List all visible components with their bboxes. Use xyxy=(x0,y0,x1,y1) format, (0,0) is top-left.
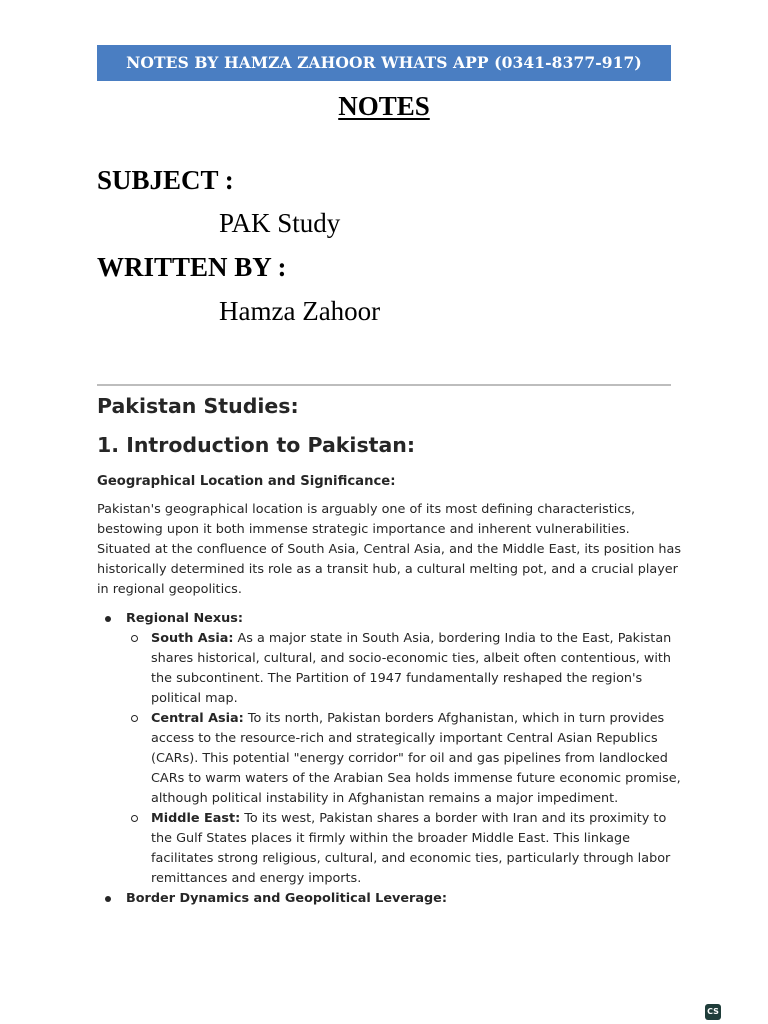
bullet-list xyxy=(97,609,687,909)
list-item xyxy=(97,709,687,809)
bullet-label: Border Dynamics and Geopolitical Leverage: xyxy=(126,891,447,906)
item-term: Middle East: xyxy=(151,811,241,826)
circle-bullet-icon xyxy=(131,635,138,642)
item-text: To its north, Pakistan borders Afghanistan, which in turn provides access to the resource-rich and strategically important Central Asian Republics (CARs). This potential "energy corridor" for oil and gas pipelines from landlocked CARs to warm waters of the Arabian Sea holds immense future economic promise, although political instability in Afghanistan remains a major impediment. xyxy=(151,711,681,806)
item-text: To its west, Pakistan shares a border with Iran and its proximity to the Gulf States places it firmly within the broader Middle East. This linkage facilitates strong religious, cultural, and economic ties, particularly through labor remittances and energy imports. xyxy=(151,811,671,886)
bullet-icon xyxy=(105,616,111,622)
heading-geographical-location: Geographical Location and Significance: xyxy=(97,474,396,489)
bullet-label: Regional Nexus: xyxy=(126,611,243,626)
list-item xyxy=(97,609,687,629)
heading-pakistan-studies: Pakistan Studies: xyxy=(97,394,299,418)
bullet-icon xyxy=(105,896,111,902)
page-title: NOTES xyxy=(338,91,430,121)
header-banner: NOTES BY HAMZA ZAHOOR WHATS APP (0341-8377-917) xyxy=(97,45,671,81)
item-term: South Asia: xyxy=(151,631,234,646)
heading-introduction: 1. Introduction to Pakistan: xyxy=(97,433,416,457)
intro-paragraph: Pakistan's geographical location is arguably one of its most defining characteristics, bestowing upon it both immense strategic importance and inherent vulnerabilities. Situated at the confluence of South Asia, Central Asia, and the Middle East, its position has historically determined its role as a transit hub, a cultural melting pot, and a crucial player in regional geopolitics. xyxy=(97,502,682,597)
subject-label: SUBJECT : xyxy=(97,165,234,195)
item-text: As a major state in South Asia, bordering India to the East, Pakistan shares historical, cultural, and socio-economic ties, albeit often contentious, with the subcontinent. The Partition of 1947 fundamentally reshaped the region's political map. xyxy=(151,631,672,706)
subject-value: PAK Study xyxy=(219,208,341,238)
author-value: Hamza Zahoor xyxy=(219,296,381,326)
list-item xyxy=(97,889,687,909)
circle-bullet-icon xyxy=(131,715,138,722)
circle-bullet-icon xyxy=(131,815,138,822)
item-term: Central Asia: xyxy=(151,711,244,726)
section-divider xyxy=(97,384,671,386)
camscanner-logo-icon: CS xyxy=(705,1004,721,1020)
list-item xyxy=(97,629,687,709)
list-item xyxy=(97,809,687,889)
author-label: WRITTEN BY : xyxy=(97,252,287,282)
